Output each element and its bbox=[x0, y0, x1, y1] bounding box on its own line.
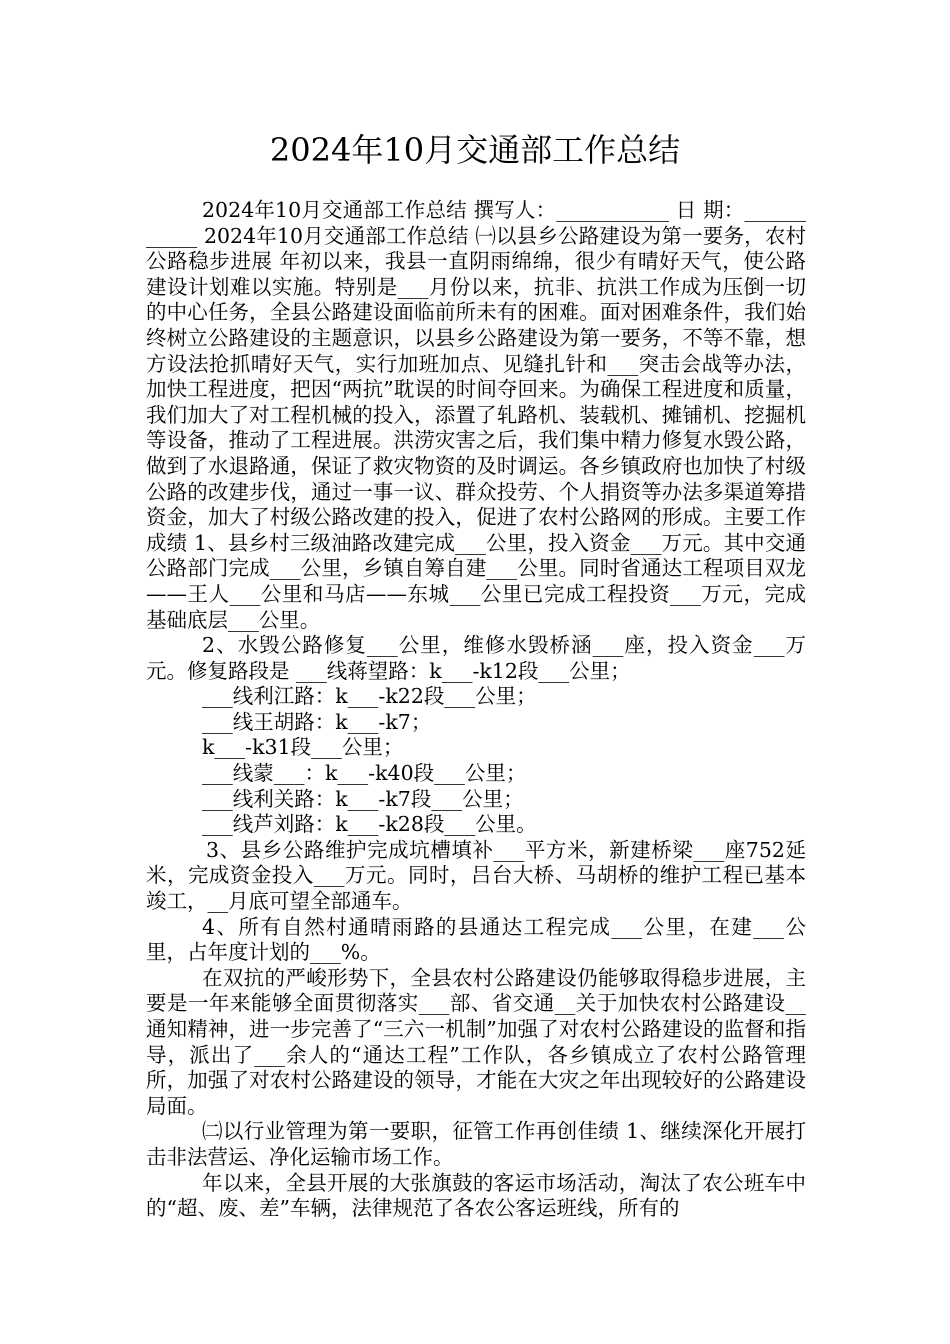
road-line-6: ___线芦刘路：k___-k28段___公里。 bbox=[202, 812, 537, 837]
paragraph-4: 4、所有自然村通晴雨路的县通达工程完成___公里，在建___公里，占年度计划的___%。 bbox=[146, 914, 806, 965]
paragraph-2: 2、水毁公路修复___公里，维修水毁桥涵___座，投入资金___万元。修复路段是 ___线蒋望路：k___-k12段___公里； bbox=[146, 633, 806, 683]
paragraph-5: 在双抗的严峻形势下，全县农村公路建设仍能够取得稳步进展，主要是一年来能够全面贯彻落实___部、省交通__关于加快农村公路建设__通知精神，进一步完善了“三六一机制”加强了对农村公路建设的监督和指导，派出了___余人的“通达工程”工作队，各乡镇成立了农村公路管理所，加强了对农村公路建设的领导，才能在大灾之年出现较好的公路建设局面。 bbox=[146, 965, 806, 1118]
paragraph-6: ㈡以行业管理为第一要职，征管工作再创佳绩 1、继续深化开展打击非法营运、净化运输市场工作。 bbox=[146, 1119, 806, 1169]
road-line-2: ___线王胡路：k___-k7； bbox=[202, 709, 432, 734]
paragraph-1: 2024年10月交通部工作总结 撰写人：___________ 日 期：___________ 2024年10月交通部工作总结 ㈠以县乡公路建设为第一要务，农村公路稳步进展 年初以来，我县一直阴雨绵绵，很少有晴好天气，使公路建设计划难以实施。特别是___月份以来，抗非、抗洪工作成为压倒一切的中心任务，全县公路建设面临前所未有的困难。面对困难条件，我们始终树立公路建设的主题意识，以县乡公路建设为第一要务，不等不靠，想方设法抢抓晴好天气，实行加班加点、见缝扎针和___突击会战等办法，加快工程进度，把因“两抗”耽误的时间夺回来。为确保工程进度和质量，我们加大了对工程机械的投入，添置了轧路机、装载机、摊铺机、挖掘机等设备，推动了工程进展。洪涝灾害之后，我们集中精力修复水毁公路，做到了水退路通，保证了救灾物资的及时调运。各乡镇政府也加快了村级公路的改建步伐，通过一事一议、群众投劳、个人捐资等办法多渠道筹措资金，加大了村级公路改建的投入，促进了农村公路网的形成。主要工作成绩 1、县乡村三级油路改建完成___公里，投入资金___万元。其中交通公路部门完成___公里，乡镇自筹自建___公里。同时省通达工程项目双龙——王人___公里和马店——东城___公里已完成工程投资___万元，完成基础底层___公里。 bbox=[146, 198, 806, 632]
road-line-3: k___-k31段___公里； bbox=[202, 735, 404, 760]
paragraph-3: 3、县乡公路维护完成坑槽填补___平方米，新建桥梁___座752延米，完成资金投入___万元。同时，吕台大桥、马胡桥的维护工程已基本竣工，__月底可望全部通车。 bbox=[146, 837, 806, 914]
document-title: 2024年10月交通部工作总结 bbox=[269, 131, 681, 169]
road-line-1: ___线利江路：k___-k22段___公里； bbox=[202, 684, 537, 709]
document-body bbox=[146, 198, 806, 1222]
paragraph-7: 年以来，全县开展的大张旗鼓的客运市场活动，淘汰了农公班车中的“超、废、差”车辆，法律规范了各农公客运班线，所有的 bbox=[146, 1170, 806, 1221]
road-line-5: ___线利关路：k___-k7段___公里； bbox=[202, 786, 524, 811]
road-line-4: ___线蒙___：k___-k40段___公里； bbox=[202, 761, 527, 786]
